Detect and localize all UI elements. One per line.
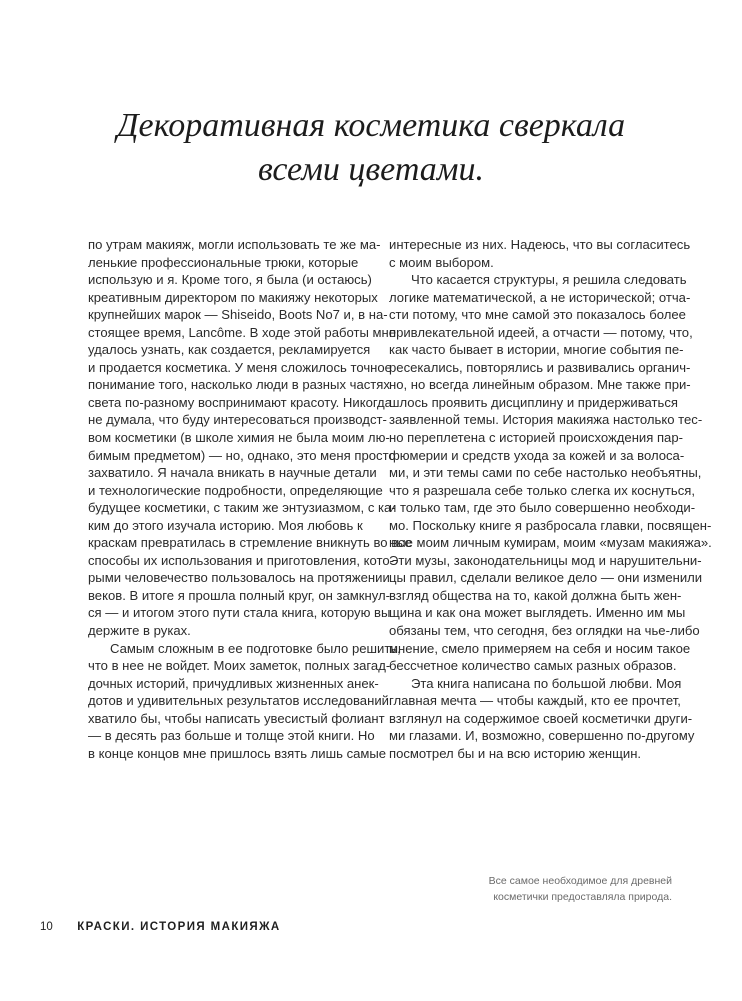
text-line: в конце концов мне пришлось взять лишь самые bbox=[88, 745, 387, 761]
text-line: Что касается структуры, я решила следовать bbox=[411, 272, 687, 288]
text-line: и только там, где это было совершенно необходи- bbox=[389, 500, 696, 516]
text-line: ленькие профессиональные трюки, которые bbox=[88, 254, 359, 270]
text-line: удалось узнать, как создается, рекламируется bbox=[88, 342, 371, 358]
text-line: Эта книга написана по большой любви. Моя bbox=[411, 675, 682, 691]
text-line: ные моим личным кумирам, моим «музам макияжа». bbox=[389, 535, 712, 551]
text-line: ресекались, повторялись и развивались органич- bbox=[389, 359, 691, 375]
text-line: что в нее не войдет. Моих заметок, полных загад- bbox=[88, 658, 391, 674]
text-line: сти потому, что мне самой это показалось более bbox=[389, 307, 686, 323]
text-line: бимым предметом) — но, однако, это меня просто bbox=[88, 447, 396, 463]
text-line: мо. Поскольку книге я разбросала главки, посвящен- bbox=[389, 517, 712, 533]
page-title bbox=[0, 104, 742, 192]
text-line: посмотрел бы и на всю историю женщин. bbox=[389, 745, 642, 761]
text-line: держите в руках. bbox=[88, 623, 191, 639]
text-line: привлекательной идеей, а отчасти — потому, что, bbox=[389, 324, 693, 340]
text-line: крупнейших марок — Shiseido, Boots No7 и, в на- bbox=[88, 307, 388, 323]
text-line: с моим выбором. bbox=[389, 254, 494, 270]
text-line: дотов и удивительных результатов исследований bbox=[88, 693, 389, 709]
text-line: логике математической, а не исторической; отча- bbox=[389, 289, 691, 305]
text-line: обязаны тем, что сегодня, без оглядки на чье-либо bbox=[389, 623, 700, 639]
text-line: Эти музы, законодательницы мод и нарушительни- bbox=[389, 552, 702, 568]
text-line: света по-разному воспринимают красоту. Никогда bbox=[88, 394, 392, 410]
page-number: 10 bbox=[40, 921, 53, 933]
text-line: Самым сложным в ее подготовке было решить, bbox=[110, 640, 401, 656]
text-line: заявленной темы. История макияжа настолько тес- bbox=[389, 412, 703, 428]
text-line: главная мечта — чтобы каждый, кто ее прочтет, bbox=[389, 693, 681, 709]
text-line: по утрам макияж, могли использовать те же ма- bbox=[88, 237, 381, 252]
title-line: всеми цветами. bbox=[258, 151, 484, 188]
text-line: бессчетное количество самых разных образов. bbox=[389, 658, 677, 674]
text-line: способы их использования и приготовления, кото- bbox=[88, 552, 394, 568]
text-line: захватило. Я начала вникать в научные детали bbox=[88, 465, 377, 481]
text-line: и технологические подробности, определяющие bbox=[88, 482, 383, 498]
text-line: щина и как она может выглядеть. Именно им мы bbox=[389, 605, 686, 621]
right-text-column bbox=[389, 236, 712, 762]
text-line: будущее косметики, с таким же энтузиазмом, с ка- bbox=[88, 500, 396, 516]
text-line: — в десять раз больше и толще этой книги. Но bbox=[88, 728, 375, 744]
page-footer bbox=[40, 921, 281, 933]
text-line: взглянул на содержимое своей косметички други- bbox=[389, 710, 693, 726]
caption-line: косметички предоставляла природа. bbox=[493, 891, 672, 903]
text-line: ся — и итогом этого пути стала книга, которую вы bbox=[88, 605, 391, 621]
text-line: что я разрешала себе только слегка их коснуться, bbox=[389, 482, 695, 498]
text-line: шлось проявить дисциплину и придерживаться bbox=[389, 394, 679, 410]
text-line: креативным директором по макияжу некоторых bbox=[88, 289, 378, 305]
text-line: мнение, смело примеряем на себя и носим такое bbox=[389, 640, 691, 656]
text-line: хватило бы, чтобы написать увесистый фолиант bbox=[88, 710, 385, 726]
text-line: взгляд общества на то, какой должна быть жен- bbox=[389, 587, 682, 603]
text-line: и продается косметика. У меня сложилось точное bbox=[88, 359, 392, 375]
text-line: фюмерии и средств ухода за кожей и за волоса- bbox=[389, 447, 685, 463]
text-line: ми, и эти темы сами по себе настолько необъятны, bbox=[389, 465, 702, 481]
text-line: интересные из них. Надеюсь, что вы согласитесь bbox=[389, 237, 691, 252]
text-line: дочных историй, причудливых жизненных анек- bbox=[88, 675, 379, 691]
text-line: не думала, что буду интересоваться производст- bbox=[88, 412, 387, 428]
text-line: стоящее время, Lancôme. В ходе этой работы мне bbox=[88, 324, 397, 340]
caption-line: Все самое необходимое для древней bbox=[488, 875, 672, 887]
text-line: использую и я. Кроме того, я была (и остаюсь) bbox=[88, 272, 372, 288]
left-text-column bbox=[88, 236, 412, 762]
text-line: вом косметики (в школе химия не была моим лю- bbox=[88, 430, 390, 446]
text-line: ми глазами. И, возможно, совершенно по-другому bbox=[389, 728, 695, 744]
running-title: КРАСКИ. ИСТОРИЯ МАКИЯЖА bbox=[77, 921, 281, 933]
text-line: рыми человечество пользовалось на протяжении bbox=[88, 570, 390, 586]
text-line: но, но всегда линейным образом. Мне также при- bbox=[389, 377, 691, 393]
text-line: ким до этого изучала историю. Моя любовь к bbox=[88, 517, 363, 533]
text-line: как часто бывает в истории, многие события пе- bbox=[389, 342, 684, 358]
text-line: краскам превратилась в стремление вникнуть во все bbox=[88, 535, 412, 551]
text-line: веков. В итоге я прошла полный круг, он замкнул- bbox=[88, 587, 390, 603]
image-caption bbox=[432, 873, 672, 905]
text-line: понимание того, насколько люди в разных частях bbox=[88, 377, 390, 393]
text-line: но переплетена с историей происхождения пар- bbox=[389, 430, 683, 446]
text-line: цы правил, сделали великое дело — они изменили bbox=[389, 570, 703, 586]
title-line: Декоративная косметика сверкала bbox=[116, 107, 626, 144]
